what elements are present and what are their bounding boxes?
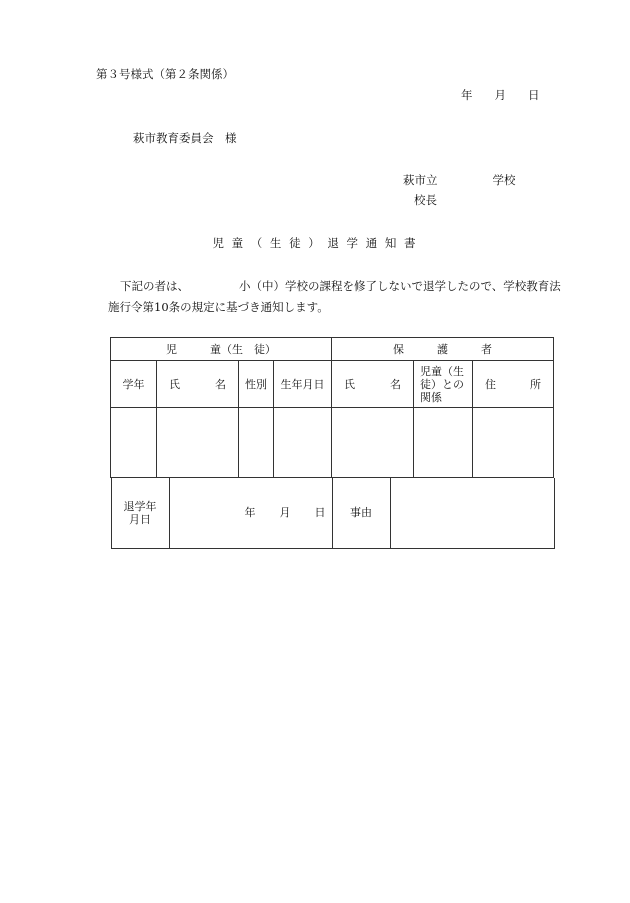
issue-date [461,88,540,102]
field-student-name[interactable] [157,408,239,478]
reason-field[interactable] [390,478,554,548]
school-suffix: 学校 [492,173,516,187]
field-gender[interactable] [239,408,274,478]
withdrawal-date-field[interactable] [169,478,332,548]
w-year: 年 [244,506,256,520]
withdrawal-date-label: 退学年月日 [111,478,169,548]
withdrawal-row [111,478,555,549]
date-day: 日 [528,88,540,102]
col-birthdate: 生年月日 [274,361,332,408]
sender-school [403,173,516,187]
col-gender: 性別 [239,361,274,408]
date-month: 月 [494,88,506,102]
body-part2: 小（中）学校の課程を修了しないで退学したので、学校教育法施行令第10条の規定に基づき通知します。 [108,279,561,314]
form-number: 第３号様式（第２条関係） [96,67,234,81]
addressee: 萩市教育委員会 様 [133,131,237,145]
school-prefix: 萩市立 [403,173,438,187]
sender-principal: 校長 [414,193,437,207]
reason-label: 事由 [332,478,390,548]
col-grade: 学年 [111,361,157,408]
date-year: 年 [461,88,473,102]
w-month: 月 [279,506,291,520]
field-birthdate[interactable] [274,408,332,478]
field-grade[interactable] [111,408,157,478]
col-guardian-name: 氏 名 [332,361,414,408]
field-address[interactable] [473,408,554,478]
guardian-group-header: 保 護 者 [332,338,554,361]
field-relation[interactable] [414,408,473,478]
notice-body [108,276,568,318]
document-title: 児 童 （ 生 徒 ） 退 学 通 知 書 [212,236,418,250]
w-day: 日 [314,506,326,520]
body-part1: 下記の者は、 [120,279,189,293]
col-student-name: 氏 名 [157,361,239,408]
notice-form-table [110,337,554,549]
field-guardian-name[interactable] [332,408,414,478]
student-group-header: 児 童（生 徒） [111,338,332,361]
col-address: 住 所 [473,361,554,408]
col-relation: 児童（生徒）との関係 [414,361,473,408]
